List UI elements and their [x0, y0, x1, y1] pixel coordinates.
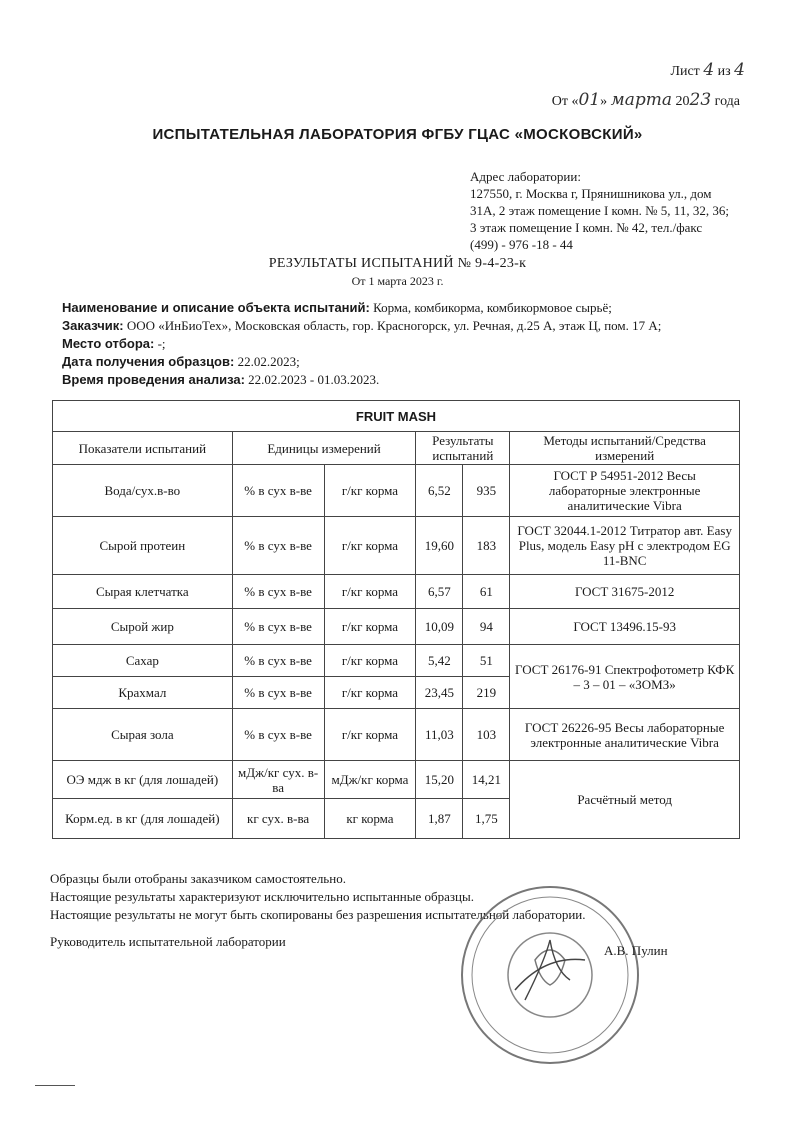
table-banner: FRUIT MASH: [53, 401, 740, 432]
info-customer: Заказчик: ООО «ИнБиоТех», Московская область, гор. Красногорск, ул. Речная, д.25 А, этаж Ц, пом. 17 А;: [62, 318, 662, 333]
lab-title: ИСПЫТАТЕЛЬНАЯ ЛАБОРАТОРИЯ ФГБУ ГЦАС «МОСКОВСКИЙ»: [152, 126, 643, 143]
issue-year: 23: [689, 90, 712, 110]
table-row: Корм.ед. в кг (для лошадей) кг сух. в-ва кг корма 1,87 1,75: [53, 799, 740, 839]
test-info: [62, 299, 782, 389]
method-calculated: Расчётный метод: [510, 761, 740, 839]
results-date: От 1 марта 2023 г.: [351, 274, 444, 288]
header-methods: Методы испытаний/Средства измерений: [510, 432, 740, 465]
info-object: Наименование и описание объекта испытаний: Корма, комбикорма, комбикормовое сырьё;: [62, 300, 612, 315]
table-row: Сырой протеин % в сух в-ве г/кг корма 19,60 183 ГОСТ 32044.1-2012 Титратор авт. Easy Plus, модель Easy pH с электродом EG 11-BNC: [53, 517, 740, 575]
table-row: Сырая зола % в сух в-ве г/кг корма 11,03 103 ГОСТ 26226-95 Весы лабораторные электронные аналитические Vibra: [53, 709, 740, 761]
results-title: РЕЗУЛЬТАТЫ ИСПЫТАНИЙ № 9-4-23-к: [268, 256, 527, 271]
sheet-label: Лист: [670, 64, 700, 79]
table-row: Крахмал % в сух в-ве г/кг корма 23,45 219: [53, 677, 740, 709]
table-row: Сырая клетчатка % в сух в-ве г/кг корма 6,57 61 ГОСТ 31675-2012: [53, 575, 740, 609]
table-header-row: [53, 432, 740, 465]
sheet-number: [670, 60, 745, 80]
table-row: Вода/сух.в-во % в сух в-ве г/кг корма 6,52 935 ГОСТ Р 54951-2012 Весы лабораторные электронные аналитические Vibra: [53, 465, 740, 517]
lab-address: Адрес лаборатории: 127550, г. Москва г, Прянишникова ул., дом 31А, 2 этаж помещение I комн. № 5, 11, 32, 36; 3 этаж помещение I комн. № 42, тел./факс (499) - 976 -18 - 44: [470, 169, 729, 252]
header-indicator: Показатели испытаний: [53, 432, 233, 465]
results-table: [52, 400, 740, 839]
header-results: Результаты испытаний: [416, 432, 510, 465]
header-units: Единицы измерений: [232, 432, 416, 465]
signature-label: Руководитель испытательной лаборатории: [50, 934, 286, 949]
sheet-of-label: из: [717, 64, 731, 79]
footer-divider: [35, 1085, 75, 1086]
info-receipt-date: Дата получения образцов: 22.02.2023;: [62, 354, 300, 369]
info-analysis-time: Время проведения анализа: 22.02.2023 - 01.03.2023.: [62, 372, 380, 387]
sheet-total: 4: [734, 60, 745, 80]
table-row: Сырой жир % в сух в-ве г/кг корма 10,09 94 ГОСТ 13496.15-93: [53, 609, 740, 645]
sheet-current: 4: [703, 60, 715, 80]
issue-date: От «01» марта 2023 года: [551, 90, 740, 110]
notes: Образцы были отобраны заказчиком самостоятельно. Настоящие результаты характеризуют исключительно испытанные образцы. Настоящие результаты не могут быть скопированы без разрешения испытательной лаборатории.: [50, 871, 586, 922]
issue-month: марта: [610, 90, 673, 110]
method-sugar-starch: ГОСТ 26176-91 Спектрофотометр КФК – 3 – 01 – «ЗОМЗ»: [510, 645, 740, 709]
table-row: Сахар % в сух в-ве г/кг корма 5,42 51 ГОСТ 26176-91 Спектрофотометр КФК – 3 – 01 – «ЗОМЗ»: [53, 645, 740, 677]
info-sampling-place: Место отбора: -;: [62, 336, 166, 351]
stamp-seal-icon: [455, 880, 645, 1070]
signature-name: А.В. Пулин: [604, 943, 668, 958]
issue-day: 01: [578, 90, 601, 110]
table-row: ОЭ мдж в кг (для лошадей) мДж/кг сух. в-ва мДж/кг корма 15,20 14,21 Расчётный метод: [53, 761, 740, 799]
